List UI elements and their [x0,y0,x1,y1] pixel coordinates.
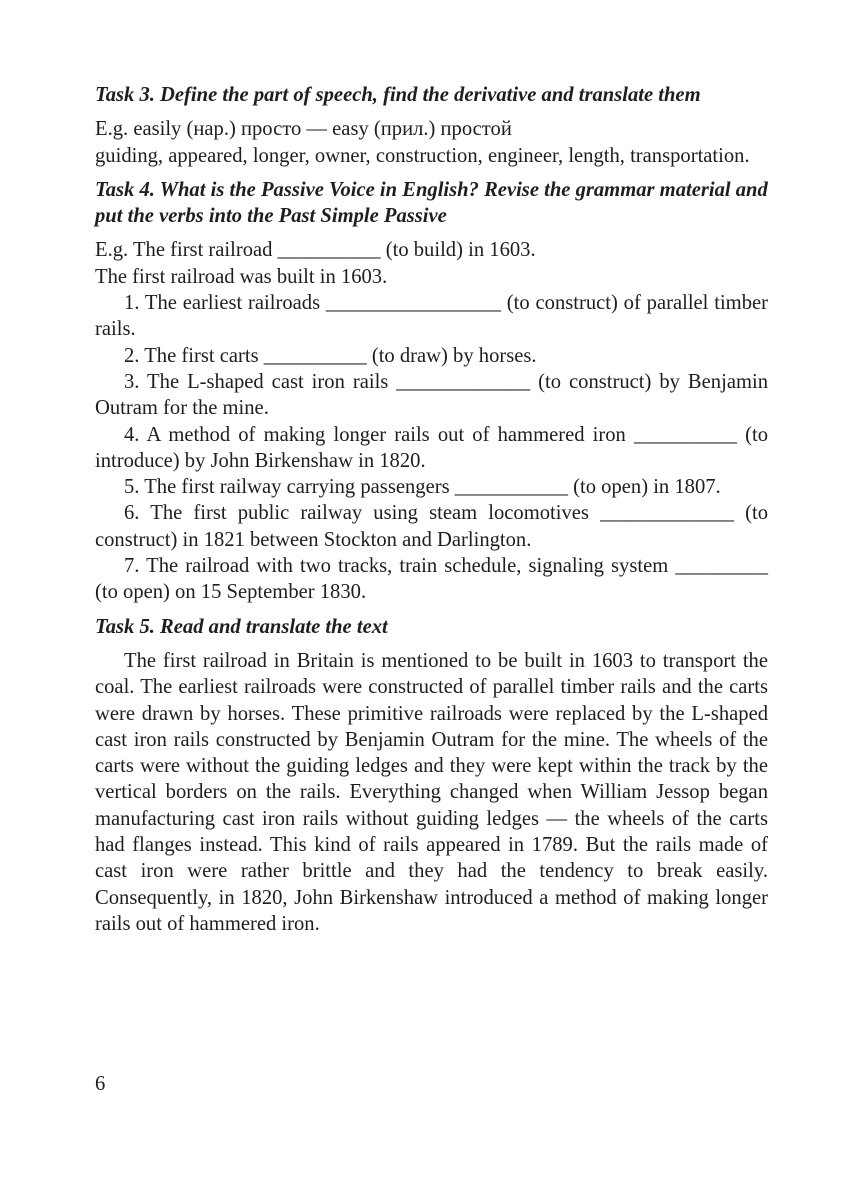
task4-example-answer: The first railroad was built in 1603. [95,265,388,288]
task4-example-prompt: E.g. The first railroad __________ (to build) in 1603. [95,239,536,262]
task4-item-1: 1. The earliest railroads _________________ (to construct) of parallel timber rails. [95,292,768,341]
task3-words: guiding, appeared, longer, owner, construction, engineer, length, transportation. [95,144,750,167]
task4-item-4: 4. A method of making longer rails out of hammered iron __________ (to introduce) by John Birkenshaw in 1820. [95,423,768,472]
page-body [95,82,768,937]
task3-example: E.g. easily (нар.) просто — easy (прил.) простой [95,118,512,141]
task4-item-3: 3. The L-shaped cast iron rails _____________ (to construct) by Benjamin Outram for the mine. [95,370,768,420]
task4-item-5: 5. The first railway carrying passengers ___________ (to open) in 1807. [124,476,721,499]
page-number: 6 [95,1073,106,1095]
task4-item-6: 6. The first public railway using steam locomotives _____________ (to construct) in 1821 between Stockton and Darlington. [95,502,768,551]
task3-heading: Task 3. Define the part of speech, find the derivative and translate them [95,84,701,106]
task5-heading: Task 5. Read and translate the text [95,615,388,638]
task4-item-2: 2. The first carts __________ (to draw) by horses. [124,344,537,367]
task4-item-7: 7. The railroad with two tracks, train schedule, signaling system _________ (to open) on 15 September 1830. [95,555,768,604]
task4-heading: Task 4. What is the Passive Voice in English? Revise the grammar material and put the verbs into the Past Simple Passive [95,178,768,228]
task5-text: The first railroad in Britain is mentioned to be built in 1603 to transport the coal. The earliest railroads were constructed of parallel timber rails and the carts were drawn by horses. These primitive railroads were replaced by the L-shaped cast iron rails constructed by Benjamin Outram for the mine. The wheels of the carts were without the guiding ledges and they were kept within the track by the vertical borders on the rails. Everything changed when William Jessop began manufacturing cast iron rails without guiding ledges — the wheels of the carts had flanges instead. This kind of rails appeared in 1789. But the rails made of cast iron were rather brittle and they had the tendency to break easily. Consequently, in 1820, John Birkenshaw introduced a method of making longer rails out of hammered iron. [95,649,768,935]
